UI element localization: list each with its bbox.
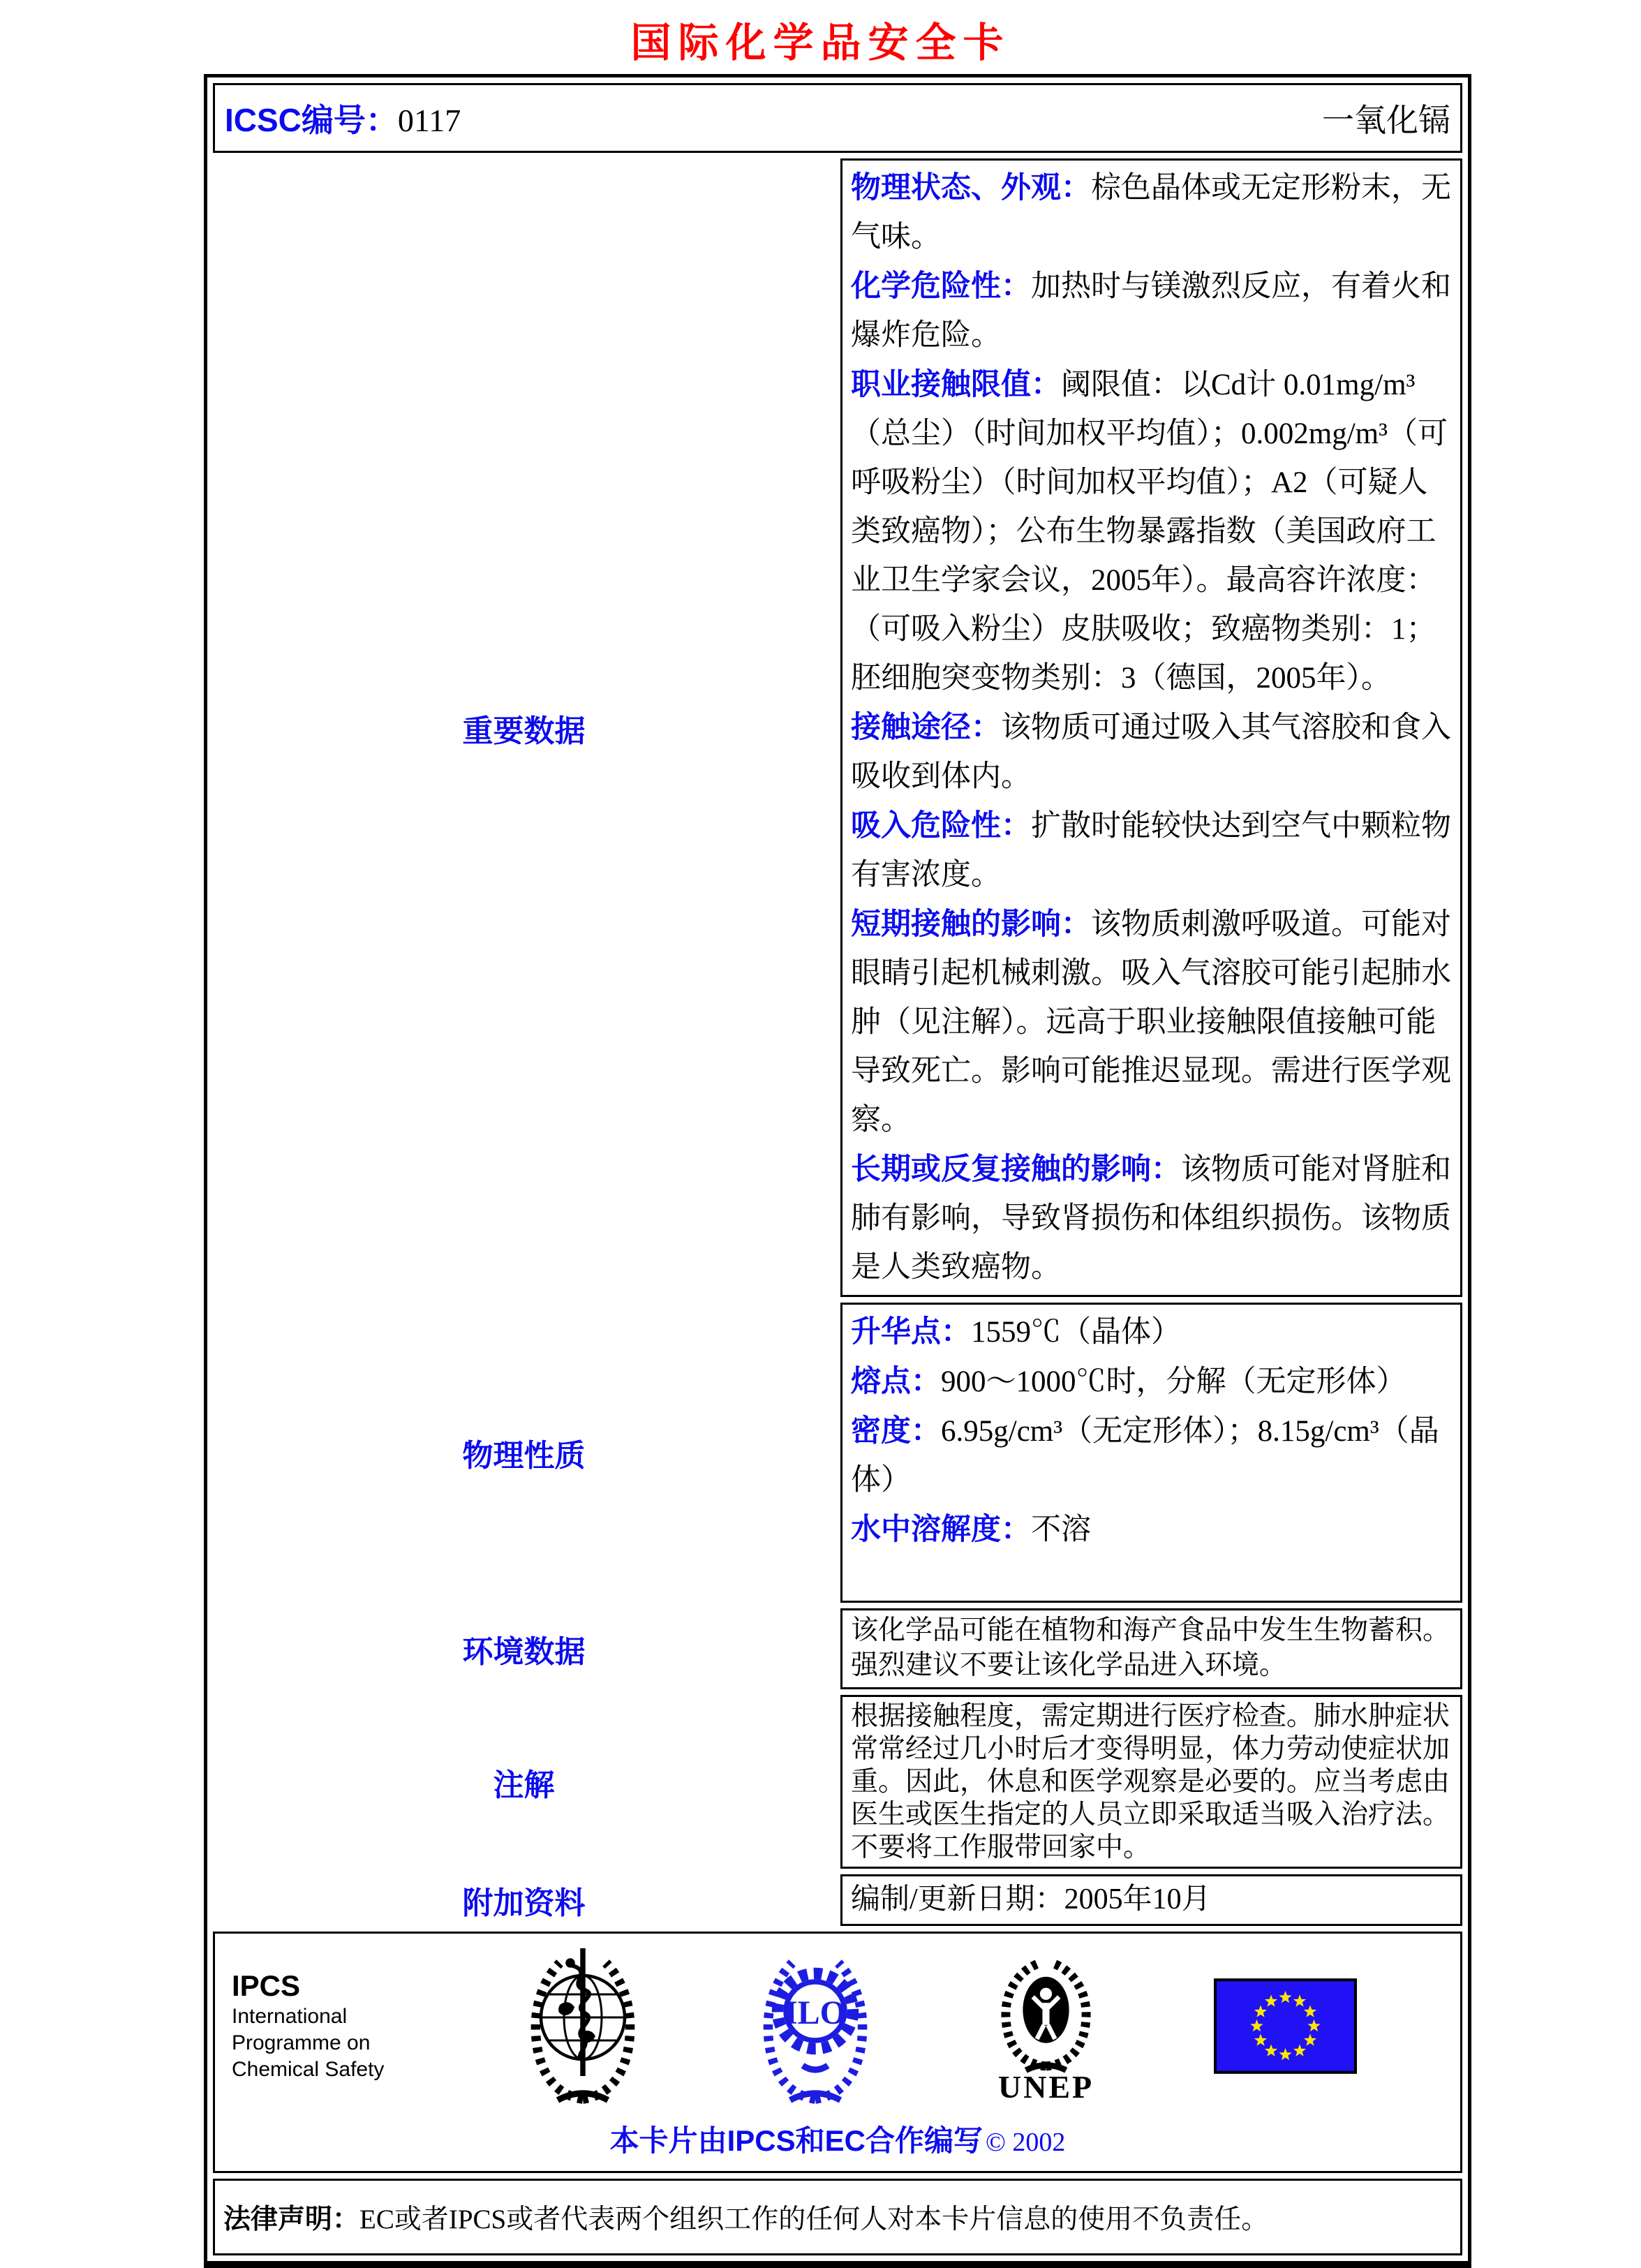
- field-value: 加热时与镁激烈反应，有着火和爆炸危险。: [851, 270, 1451, 352]
- field-label: 熔点：: [851, 1365, 941, 1398]
- additional-info-row: [213, 1874, 1462, 1926]
- page-title: 国际化学品安全卡: [630, 20, 1011, 66]
- data-item: [851, 360, 1452, 703]
- important-data-row: [213, 158, 1462, 1297]
- icsc-number-label: ICSC编号：: [225, 102, 398, 138]
- legal-row: [213, 2179, 1462, 2255]
- field-label: 水中溶解度：: [851, 1513, 1031, 1546]
- row-label-physical-properties: 物理性质: [462, 1439, 586, 1473]
- row-label-environmental-data: 环境数据: [462, 1635, 586, 1669]
- field-label: 接触途径：: [851, 711, 1001, 744]
- important-data-content: [840, 158, 1462, 1297]
- notes-row: [213, 1695, 1462, 1869]
- field-value: 棕色晶体或无定形粉末，无气味。: [851, 172, 1451, 253]
- field-value: 该物质可能对肾脏和肺有影响，导致肾损伤和体组织损伤。该物质是人类致癌物。: [851, 1153, 1451, 1284]
- physical-properties-row: [213, 1303, 1462, 1603]
- icsc-document: [0, 10, 1641, 2268]
- field-label: 密度：: [851, 1414, 941, 1448]
- data-item: [851, 262, 1452, 360]
- chemical-name: 一氧化镉: [1322, 103, 1450, 138]
- header-cell: [213, 83, 1462, 153]
- ipcs-subtitle-line: Chemical Safety: [232, 2058, 385, 2081]
- ilo-icon: [752, 1942, 878, 2110]
- field-label: 物理状态、外观：: [851, 171, 1091, 205]
- field-label: 短期接触的影响：: [851, 907, 1091, 941]
- field-value: 阈限值：以Cd计 0.01mg/m³（总尘）（时间加权平均值）；0.002mg/m³（可呼吸粉尘）（时间加权平均值）；A2（可疑人类致癌物）；公布生物暴露指数（美国政府工业卫生学家会议，2005年）。最高容许浓度：（可吸入粉尘）皮肤吸收；致癌物类别：1；胚细胞突变物类别：3（德国，2005年）。: [851, 369, 1448, 695]
- eu-flag-icon: [1214, 1978, 1357, 2074]
- row-label-additional-info: 附加资料: [462, 1886, 586, 1920]
- data-item: [851, 1407, 1452, 1505]
- ipcs-title: IPCS: [232, 1969, 301, 2002]
- field-label: 吸入危险性：: [851, 809, 1031, 843]
- physical-properties-content: [840, 1303, 1462, 1603]
- data-item: [851, 900, 1452, 1145]
- legal-text: EC或者IPCS或者代表两个组织工作的任何人对本卡片信息的使用不负责任。: [359, 2204, 1269, 2234]
- field-value: 该物质可通过吸入其气溶胶和食入吸收到体内。: [851, 711, 1451, 793]
- logo-strip: [221, 1939, 1455, 2110]
- environmental-data-content: [840, 1608, 1462, 1689]
- header-row: [213, 83, 1462, 153]
- unep-block: [985, 1948, 1107, 2104]
- icsc-number-value: 0117: [397, 103, 461, 138]
- data-item: [851, 703, 1452, 801]
- ipcs-subtitle-line: International: [232, 2005, 348, 2028]
- data-item: [851, 1505, 1452, 1555]
- additional-info-content: [840, 1874, 1462, 1926]
- who-icon: [520, 1942, 646, 2110]
- footer-cell: [213, 1932, 1462, 2173]
- field-value: 900～1000℃时，分解（无定形体）: [941, 1365, 1406, 1398]
- legal-label: 法律声明：: [223, 2204, 360, 2234]
- field-value: 不溶: [1031, 1513, 1091, 1546]
- field-label: 长期或反复接触的影响：: [851, 1152, 1181, 1186]
- data-item: [851, 801, 1452, 900]
- data-item: [851, 1357, 1452, 1407]
- ilo-monogram: ILO: [784, 1994, 847, 2031]
- data-item: [851, 1307, 1452, 1357]
- row-label-important-data: 重要数据: [462, 713, 586, 748]
- ipcs-subtitle-line: Programme on: [232, 2031, 371, 2054]
- icsc-card-table: [204, 74, 1471, 2268]
- footer-caption: [221, 2118, 1455, 2160]
- legal-cell: [213, 2179, 1462, 2255]
- icsc-number: [225, 95, 461, 141]
- footer-row: [213, 1932, 1462, 2173]
- data-item: [851, 1145, 1452, 1292]
- ipcs-block: [232, 1969, 413, 2083]
- unep-icon: [985, 1948, 1107, 2080]
- field-value: 该化学品可能在植物和海产食品中发生生物蓄积。强烈建议不要让该化学品进入环境。: [851, 1615, 1450, 1680]
- environmental-data-row: [213, 1608, 1462, 1689]
- copyright-text: © 2002: [986, 2128, 1066, 2157]
- field-label: 升华点：: [851, 1315, 971, 1349]
- unep-label: UNEP: [997, 2069, 1094, 2105]
- field-value: 编制/更新日期：2005年10月: [851, 1883, 1211, 1915]
- field-value: 6.95g/cm³（无定形体）；8.15g/cm³（晶体）: [851, 1415, 1439, 1497]
- field-label: 职业接触限值：: [851, 368, 1061, 401]
- row-label-notes: 注解: [493, 1767, 555, 1802]
- field-value: 1559℃（晶体）: [971, 1316, 1181, 1349]
- field-label: 化学危险性：: [851, 269, 1031, 303]
- field-value: 扩散时能较快达到空气中颗粒物有害浓度。: [851, 810, 1451, 891]
- caption-text: 本卡片由IPCS和EC合作编写: [609, 2124, 983, 2157]
- notes-content: [840, 1695, 1462, 1869]
- field-value: 根据接触程度，需定期进行医疗检查。肺水肿症状常常经过几小时后才变得明显，体力劳动使症状加重。因此，休息和医学观察是必要的。应当考虑由医生或医生指定的人员立即采取适当吸入治疗法。不要将工作服带回家中。: [851, 1701, 1450, 1862]
- field-value: 该物质刺激呼吸道。可能对眼睛引起机械刺激。吸入气溶胶可能引起肺水肿（见注解）。远高于职业接触限值接触可能导致死亡。影响可能推迟显现。需进行医学观察。: [851, 908, 1451, 1136]
- data-item: [851, 163, 1452, 262]
